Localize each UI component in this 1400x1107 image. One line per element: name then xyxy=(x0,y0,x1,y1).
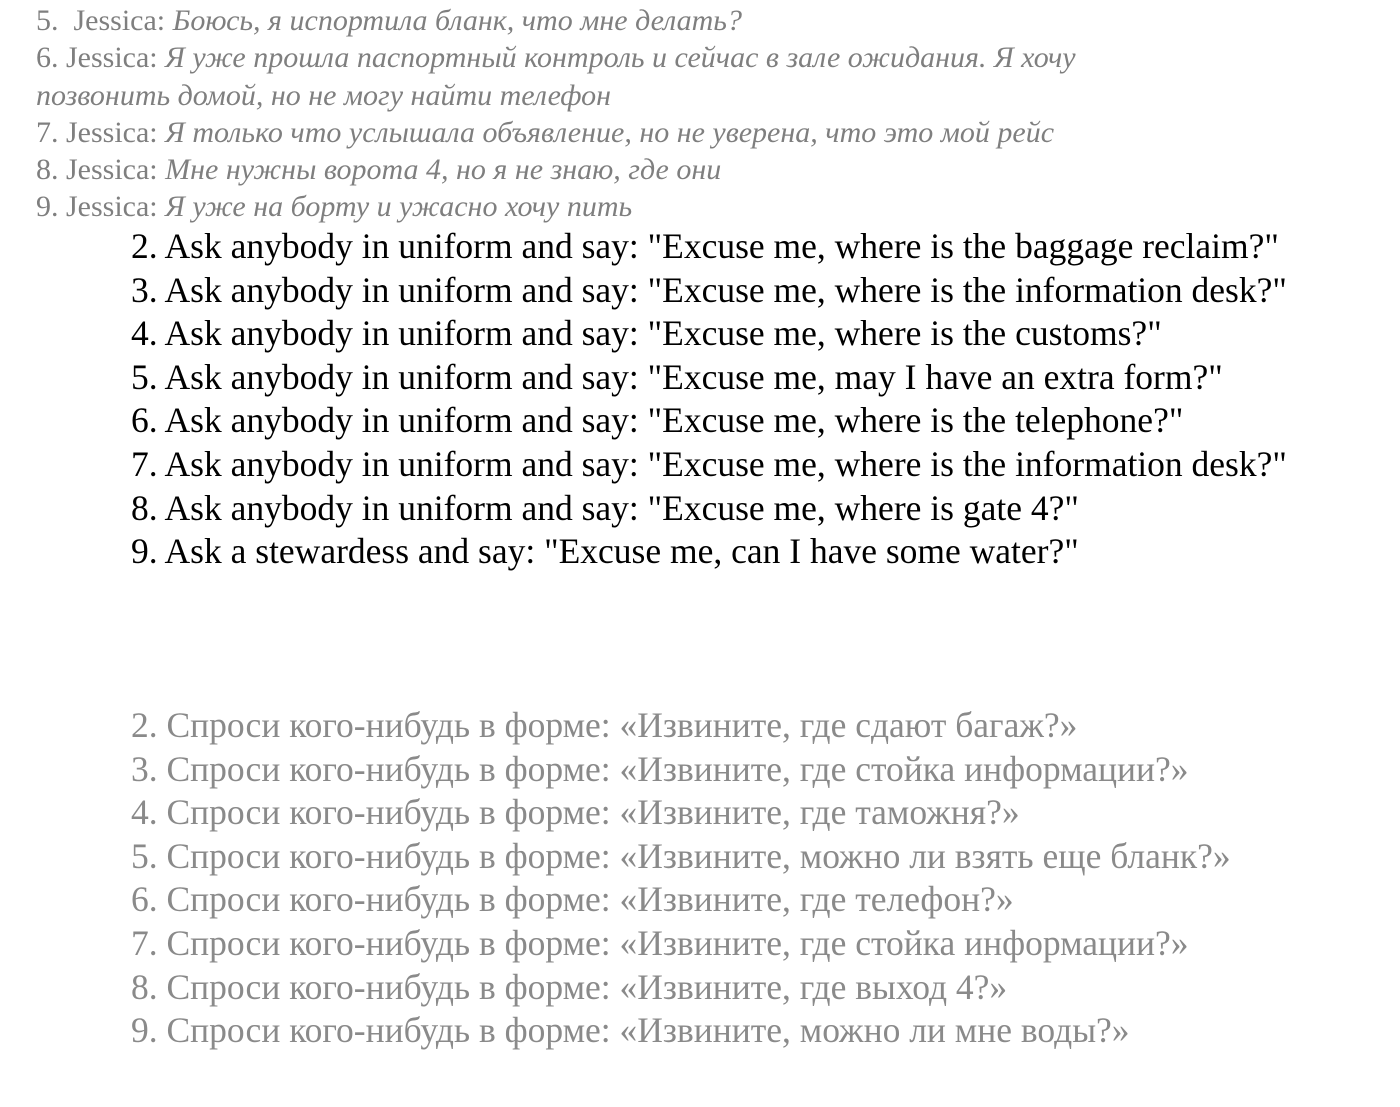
russian-answer-item: 4. Спроси кого-нибудь в форме: «Извините, где таможня?» xyxy=(131,792,1020,833)
english-answer-item: 4. Ask anybody in uniform and say: "Excuse me, where is the customs?" xyxy=(131,313,1162,354)
dialogue-speaker: Jessica: xyxy=(66,41,158,75)
dialogue-speaker: Jessica: xyxy=(66,190,158,224)
russian-answer-item: 7. Спроси кого-нибудь в форме: «Извините, где стойка информации?» xyxy=(131,922,1189,963)
english-answer-item: 5. Ask anybody in uniform and say: "Excuse me, may I have an extra form?" xyxy=(131,356,1223,397)
dialogue-number: 7. xyxy=(36,115,59,149)
russian-answer-item: 6. Спроси кого-нибудь в форме: «Извините, где телефон?» xyxy=(131,879,1014,920)
dialogue-text: Я только что услышала объявление, но не уверена, что это мой рейс xyxy=(165,115,1055,149)
russian-answer-item: 5. Спроси кого-нибудь в форме: «Извините, можно ли взять еще бланк?» xyxy=(131,835,1231,876)
english-answer-item: 7. Ask anybody in uniform and say: "Excuse me, where is the information desk?" xyxy=(131,443,1287,484)
dialogue-line-continuation xyxy=(36,77,1376,114)
russian-answer-item: 2. Спроси кого-нибудь в форме: «Извините, где сдают багаж?» xyxy=(131,705,1078,745)
dialogue-text: Я уже на борту и ужасно хочу пить xyxy=(165,190,633,224)
dialogue-line xyxy=(36,151,1376,188)
english-answer-item: 2. Ask anybody in uniform and say: "Excuse me, where is the baggage reclaim?" xyxy=(131,226,1279,266)
dialogue-speaker: Jessica: xyxy=(66,153,158,187)
dialogue-speaker: Jessica: xyxy=(66,115,158,149)
dialogue-number: 6. xyxy=(36,41,59,75)
dialogue-line xyxy=(36,188,1376,225)
english-answer-item: 8. Ask anybody in uniform and say: "Excuse me, where is gate 4?" xyxy=(131,487,1079,528)
english-answers xyxy=(131,225,1371,574)
english-answer-item: 9. Ask a stewardess and say: "Excuse me, can I have some water?" xyxy=(131,531,1079,572)
dialogue-text: Мне нужны ворота 4, но я не знаю, где они xyxy=(165,153,722,187)
dialogue-text: Я уже прошла паспортный контроль и сейчас в зале ожидания. Я хочу xyxy=(165,41,1076,75)
dialogue-line xyxy=(36,2,1376,39)
russian-answer-item: 8. Спроси кого-нибудь в форме: «Извините, где выход 4?» xyxy=(131,966,1008,1007)
russian-answers xyxy=(131,704,1371,1053)
english-answer-item: 3. Ask anybody in uniform and say: "Excuse me, where is the information desk?" xyxy=(131,269,1287,310)
dialogue-line xyxy=(36,39,1376,76)
russian-answer-item: 9. Спроси кого-нибудь в форме: «Извините, можно ли мне воды?» xyxy=(131,1010,1130,1051)
dialogue-text: Боюсь, я испортила бланк, что мне делать? xyxy=(172,4,742,37)
english-answer-item: 6. Ask anybody in uniform and say: "Excuse me, where is the telephone?" xyxy=(131,400,1184,441)
dialogue-number: 8. xyxy=(36,153,59,187)
dialogue-block xyxy=(36,2,1376,226)
dialogue-text: позвонить домой, но не могу найти телефон xyxy=(36,78,612,112)
dialogue-line xyxy=(36,114,1376,151)
dialogue-number: 9. xyxy=(36,190,59,224)
russian-answer-item: 3. Спроси кого-нибудь в форме: «Извините, где стойка информации?» xyxy=(131,748,1189,789)
dialogue-number: 5. xyxy=(36,4,59,37)
dialogue-speaker: Jessica: xyxy=(73,4,166,37)
